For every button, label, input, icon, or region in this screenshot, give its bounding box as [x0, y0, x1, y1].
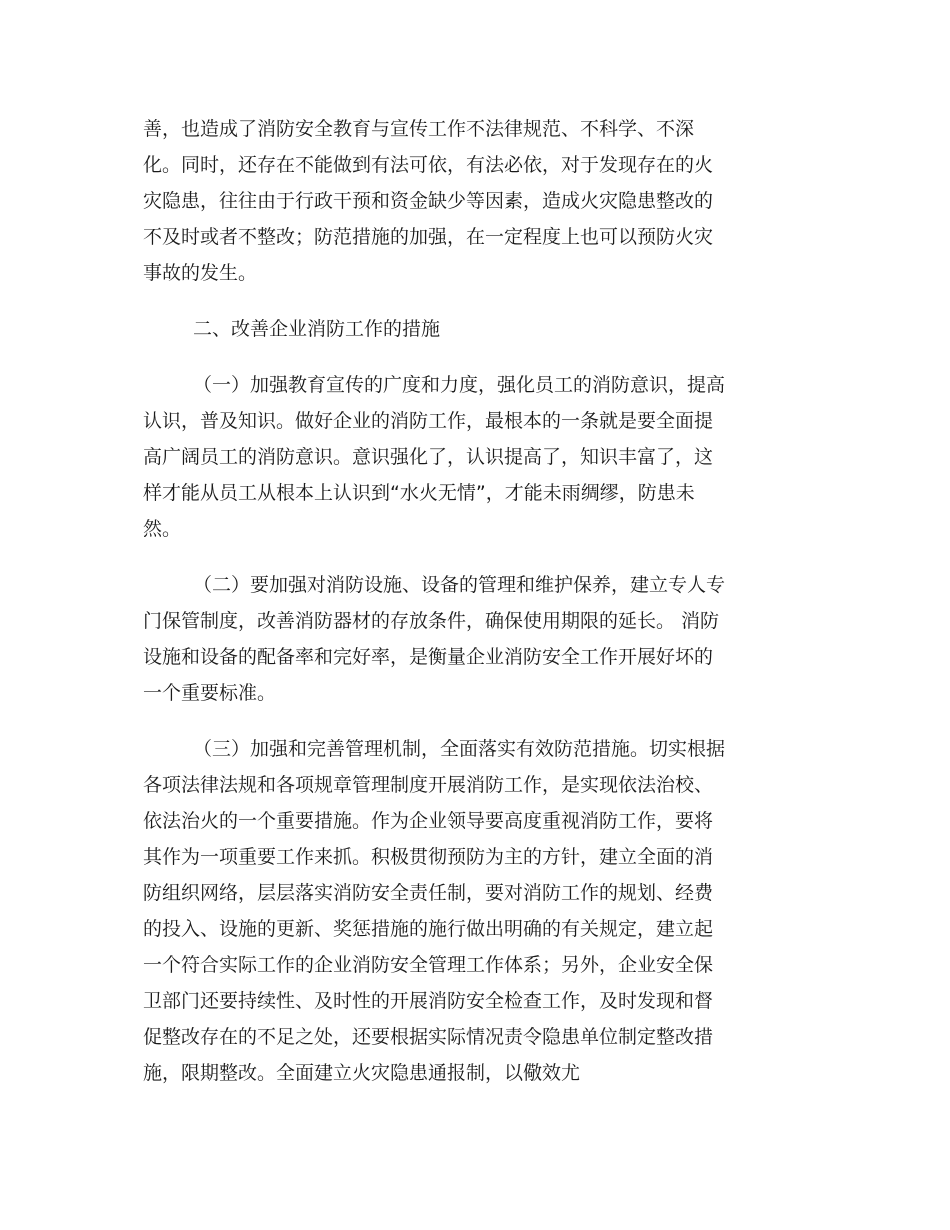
body-line: 灾隐患，往往由于行政干预和资金缺少等因素，造成火灾隐患整改的 — [143, 190, 714, 212]
body-line: 不及时或者不整改；防范措施的加强，在一定程度上也可以预防火灾 — [143, 226, 714, 248]
body-line: 事故的发生。 — [143, 262, 258, 284]
body-line: 卫部门还要持续性、及时性的开展消防安全检查工作，及时发现和督 — [143, 990, 714, 1012]
body-line: 一个符合实际工作的企业消防安全管理工作体系；另外，企业安全保 — [143, 954, 714, 976]
body-line: 门保管制度，改善消防器材的存放条件，确保使用期限的延长。 消防 — [143, 610, 720, 632]
body-line: 化。同时，还存在不能做到有法可依，有法必依，对于发现存在的火 — [143, 154, 714, 176]
body-line: 促整改存在的不足之处，还要根据实际情况责令隐患单位制定整改措 — [143, 1026, 714, 1048]
paragraph-first-line: （一）加强教育宣传的广度和力度，强化员工的消防意识，提高 — [193, 374, 726, 396]
body-line: 善，也造成了消防安全教育与宣传工作不法律规范、不科学、不深 — [143, 118, 695, 140]
body-line: 依法治火的一个重要措施。作为企业领导要高度重视消防工作，要将 — [143, 810, 714, 832]
body-line: 施，限期整改。全面建立火灾隐患通报制，以儆效尤 — [143, 1062, 581, 1084]
body-line: 的投入、设施的更新、奖惩措施的施行做出明确的有关规定，建立起 — [143, 918, 714, 940]
body-line: 认识，普及知识。做好企业的消防工作，最根本的一条就是要全面提 — [143, 410, 714, 432]
body-line: 一个重要标准。 — [143, 682, 277, 704]
body-line: 高广阔员工的消防意识。意识强化了，认识提高了，知识丰富了，这 — [143, 446, 714, 468]
body-line: 其作为一项重要工作来抓。积极贯彻预防为主的方针，建立全面的消 — [143, 846, 714, 868]
body-line: 设施和设备的配备率和完好率，是衡量企业消防安全工作开展好坏的 — [143, 646, 714, 668]
section-heading: 二、改善企业消防工作的措施 — [193, 318, 441, 340]
paragraph-first-line: （三）加强和完善管理机制，全面落实有效防范措施。切实根据 — [193, 738, 726, 760]
body-line: 各项法律法规和各项规章管理制度开展消防工作，是实现依法治校、 — [143, 774, 714, 796]
paragraph-first-line: （二）要加强对消防设施、设备的管理和维护保养，建立专人专 — [193, 574, 726, 596]
body-line: 样才能从员工从根本上认识到“水火无情”，才能未雨绸缪，防患未 — [143, 482, 695, 504]
body-line: 然。 — [143, 518, 182, 540]
body-line: 防组织网络，层层落实消防安全责任制，要对消防工作的规划、经费 — [143, 882, 714, 904]
